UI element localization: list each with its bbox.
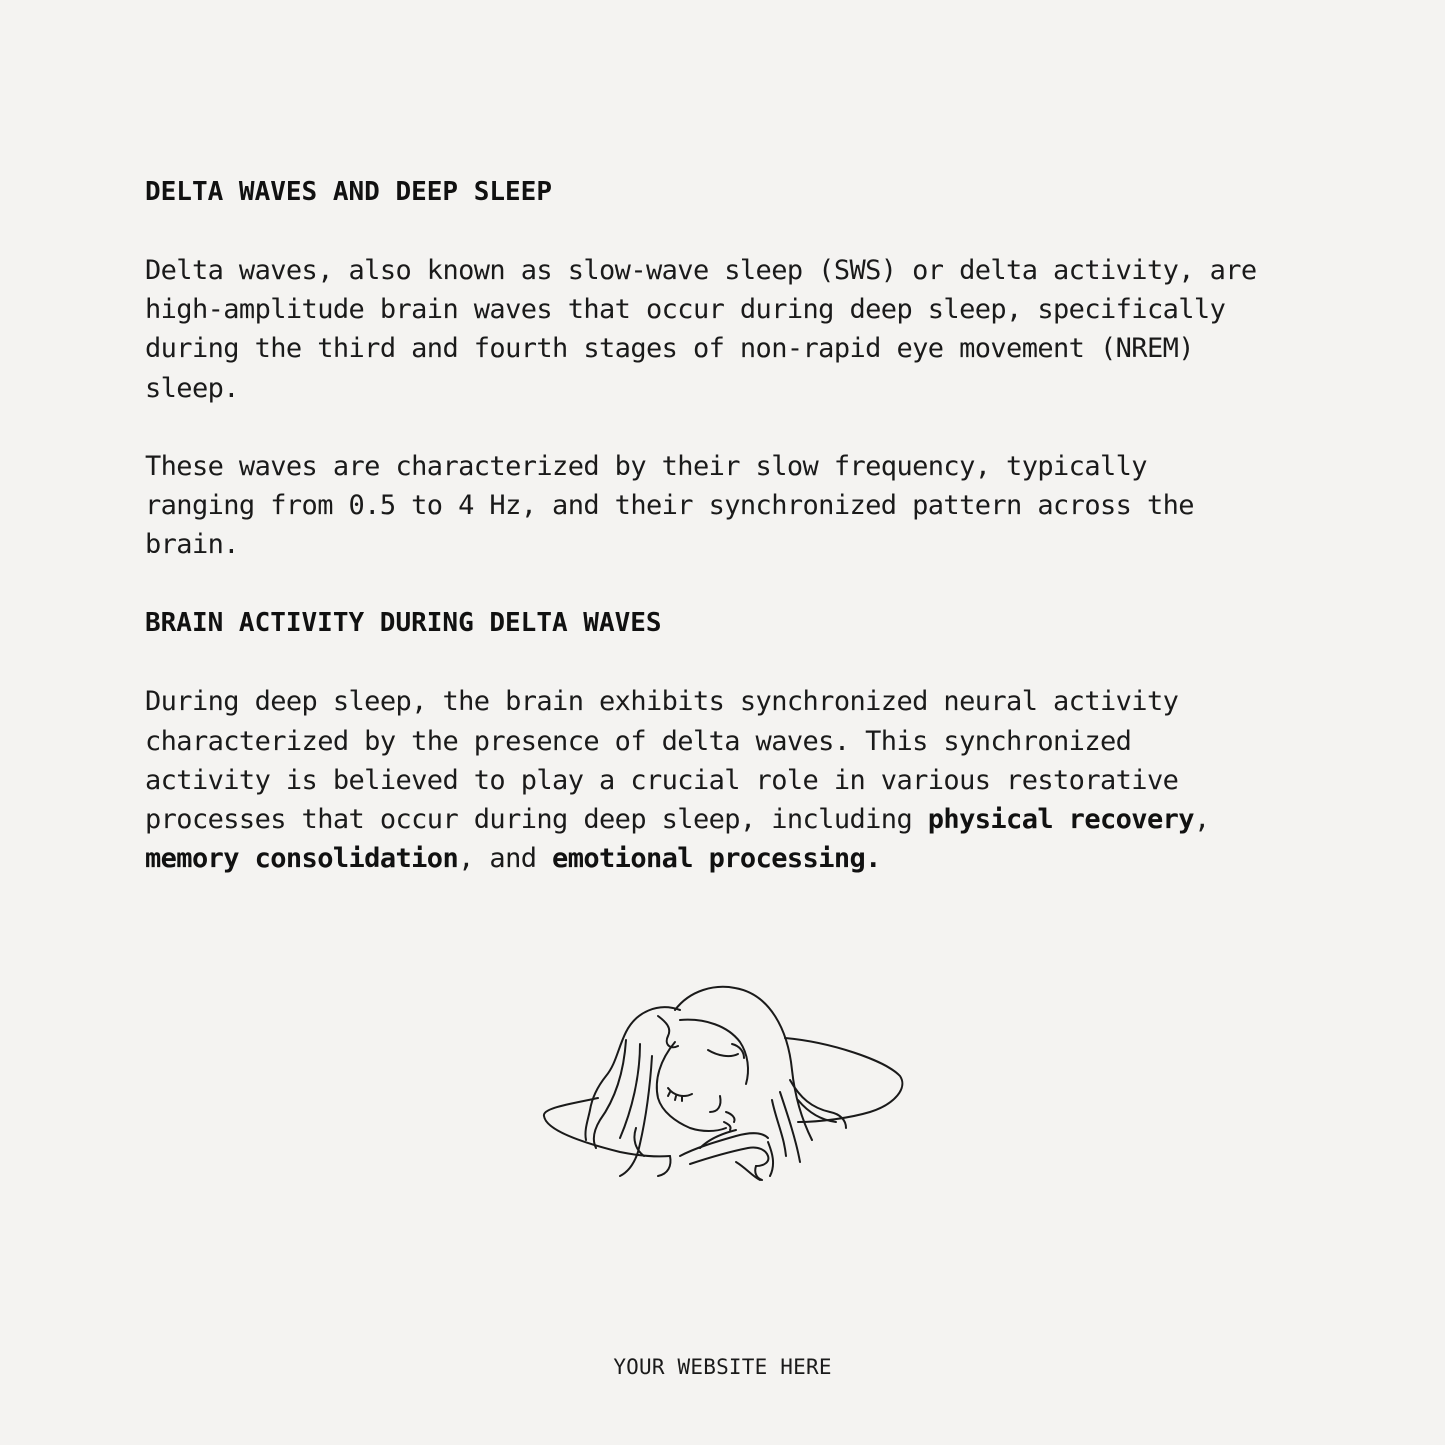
paragraph-delta-frequency: These waves are characterized by their slow frequency, typically ranging from 0.5 to 4 Hz, and their synchronized pattern across the brain. [145,450,1194,561]
separator-2: , and [458,843,553,875]
sleeping-woman-line-art-icon [540,980,910,1190]
footer-website: YOUR WEBSITE HERE [613,1355,832,1379]
paragraph-brain-activity-text: During deep sleep, the brain exhibits synchronized neural activity characterized by the presence of delta waves. This synchronized activity is believed to play a crucial role in various restorative processes that occur during deep sleep, including [145,686,1179,836]
article-content [145,172,1265,878]
section-heading-delta-waves: DELTA WAVES AND DEEP SLEEP [145,177,552,207]
bold-physical-recovery: physical recovery [927,804,1194,836]
separator-1: , [1193,804,1210,836]
paragraph-brain-activity [145,682,1265,878]
paragraph-delta-definition: Delta waves, also known as slow-wave sleep (SWS) or delta activity, are high-amplitude brain waves that occur during deep sleep, specifically during the third and fourth stages of non-rapid eye movement (NREM) sleep. [145,255,1257,404]
bold-memory-consolidation: memory consolidation [145,843,459,875]
bold-emotional-processing: emotional processing. [552,843,881,875]
section-heading-brain-activity: BRAIN ACTIVITY DURING DELTA WAVES [145,608,662,639]
